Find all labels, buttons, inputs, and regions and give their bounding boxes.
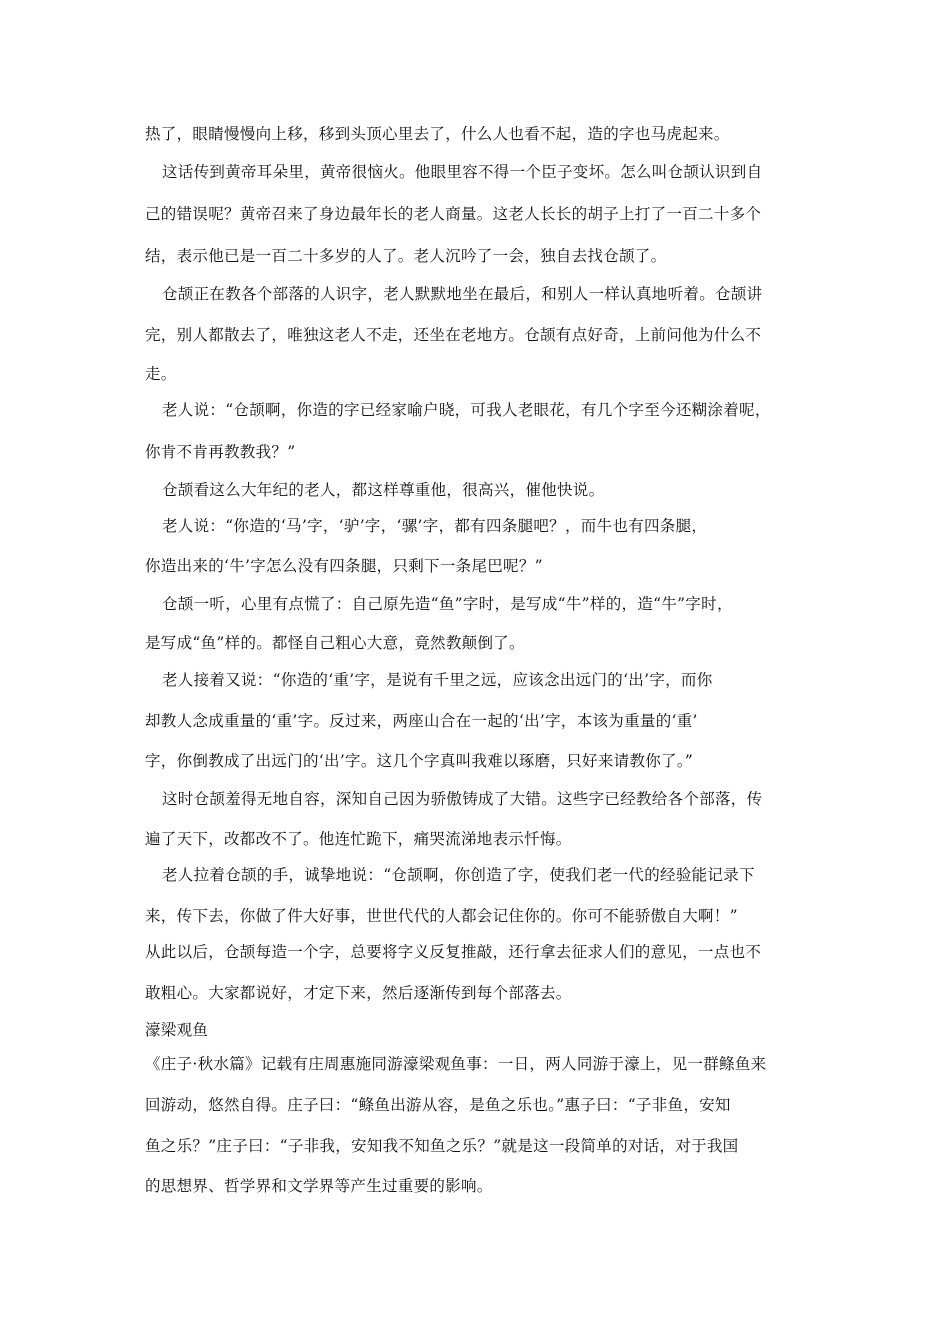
text-line: 结，表示他已是一百二十多岁的人了。老人沉吟了一会，独自去找仓颉了。 [145,247,667,265]
text-line: 己的错误呢？黄帝召来了身边最年长的老人商量。这老人长长的胡子上打了一百二十多个 [145,205,762,223]
text-line: 字，你倒教成了出远门的‘出’字。这几个字真叫我难以琢磨，只好来请教你了。” [145,752,694,770]
text-line: 热了，眼睛慢慢向上移，移到头顶心里去了，什么人也看不起，造的字也马虎起来。 [145,125,730,143]
text-line: 回游动，悠然自得。庄子曰：“鲦鱼出游从容，是鱼之乐也。”惠子曰：“子非鱼，安知 [145,1096,731,1114]
text-line: 你造出来的‘牛’字怎么没有四条腿，只剩下一条尾巴呢？” [145,557,543,575]
text-line: 来，传下去，你做了件大好事，世世代代的人都会记住你的。你可不能骄傲自大啊！” [145,907,738,925]
text-line: 《庄子·秋水篇》记载有庄周惠施同游濠梁观鱼事：一日，两人同游于濠上，见一群鲦鱼来 [145,1055,767,1073]
section-title: 濠梁观鱼 [145,1021,209,1039]
text-line: 的思想界、哲学界和文学界等产生过重要的影响。 [145,1177,493,1195]
text-line: 老人说：“你造的‘马’字，‘驴’字，‘骡’字，都有四条腿吧？，而牛也有四条腿， [162,517,708,535]
text-line: 老人拉着仓颉的手，诚挚地说：“仓颉啊，你创造了字，使我们老一代的经验能记录下 [162,866,755,884]
text-line: 遍了天下，改都改不了。他连忙跪下，痛哭流涕地表示忏悔。 [145,830,572,848]
text-line: 鱼之乐？”庄子曰：“子非我，安知我不知鱼之乐？”就是这一段简单的对话，对于我国 [145,1137,739,1155]
text-line: 是写成“鱼”样的。都怪自己粗心大意，竟然教颠倒了。 [145,634,525,652]
text-line: 仓颉正在教各个部落的人识字，老人默默地坐在最后，和别人一样认真地听着。仓颉讲 [162,285,763,303]
text-line: 你肯不肯再教教我？” [145,443,296,461]
text-line: 老人说：“仓颉啊，你造的字已经家喻户晓，可我人老眼花，有几个字至今还糊涂着呢， [162,401,771,419]
text-line: 走。 [145,365,177,383]
text-line: 老人接着又说：“你造的‘重’字，是说有千里之远，应该念出远门的‘出’字，而你 [162,671,713,689]
text-line: 这话传到黄帝耳朵里，黄帝很恼火。他眼里容不得一个臣子变坏。怎么叫仓颉认识到自 [162,163,763,181]
text-line: 仓颉一听，心里有点慌了：自己原先造“鱼”字时，是写成“牛”样的，造“牛”字时， [162,595,733,613]
text-line: 却教人念成重量的‘重’字。反过来，两座山合在一起的‘出’字，本该为重量的‘重’ [145,712,698,730]
text-line: 完，别人都散去了，唯独这老人不走，还坐在老地方。仓颉有点好奇，上前问他为什么不 [145,326,762,344]
text-line: 从此以后，仓颉每造一个字，总要将字义反复推敲，还行拿去征求人们的意见，一点也不 [145,943,762,961]
text-line: 这时仓颉羞得无地自容，深知自己因为骄傲铸成了大错。这些字已经教给各个部落，传 [162,790,763,808]
text-line: 仓颉看这么大年纪的老人，都这样尊重他，很高兴，催他快说。 [162,481,605,499]
text-line: 敢粗心。大家都说好，才定下来，然后逐渐传到每个部落去。 [145,984,572,1002]
